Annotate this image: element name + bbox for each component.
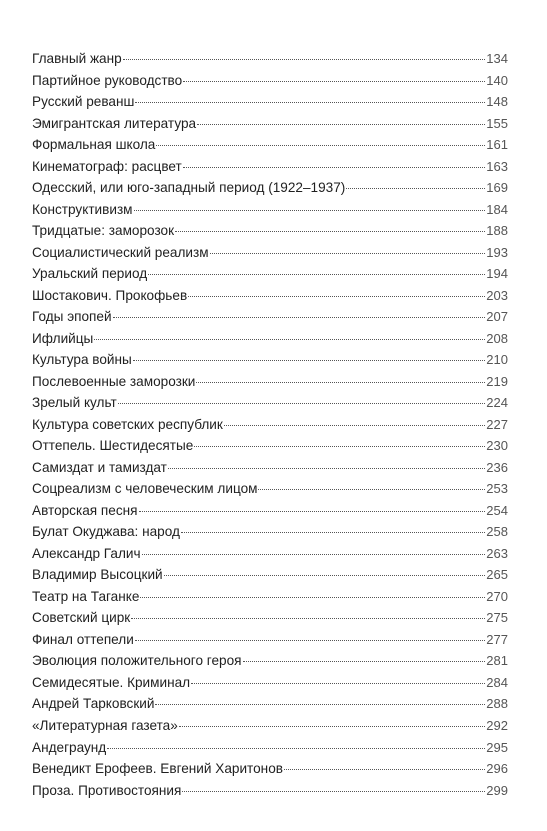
dot-leader [210,253,486,254]
toc-entry-title: Конструктивизм [32,201,133,217]
dot-leader [155,704,485,705]
dot-leader [118,403,486,404]
toc-entry-title: Одесский, или юго-западный период (1922–1937) [32,180,346,196]
dot-leader [142,554,486,555]
toc-entry-title: Венедикт Ерофеев. Евгений Харитонов [32,761,283,777]
toc-entry [32,718,508,740]
toc-entry-page-number: 253 [486,481,508,497]
toc-entry [32,180,508,202]
toc-entry [32,460,508,482]
toc-entry-title: Формальная школа [32,137,156,153]
dot-leader [183,167,486,168]
dot-leader [135,102,485,103]
toc-entry-title: Ифлийцы [32,330,94,346]
dot-leader [243,661,486,662]
toc-entry-page-number: 295 [486,739,508,755]
toc-entry-page-number: 188 [486,223,508,239]
toc-entry-page-number: 270 [486,588,508,604]
toc-entry-page-number: 155 [486,115,508,131]
toc-entry [32,245,508,267]
toc-entry-page-number: 140 [486,72,508,88]
toc-entry-title: Самиздат и тамиздат [32,459,167,475]
dot-leader [148,274,485,275]
dot-leader [196,382,485,383]
toc-entry [32,417,508,439]
dot-leader [179,726,486,727]
toc-entry-page-number: 163 [486,158,508,174]
toc-entry-title: «Литературная газета» [32,717,178,733]
toc-entry [32,740,508,762]
toc-entry-title: Шостакович. Прокофьев [32,287,188,303]
dot-leader [139,511,486,512]
toc-entry-title: Эмигрантская литература [32,115,197,131]
toc-entry-title: Финал оттепели [32,631,134,647]
toc-entry [32,653,508,675]
toc-entry-page-number: 224 [486,395,508,411]
dot-leader [182,791,485,792]
table-of-contents [32,51,508,804]
dot-leader [175,231,485,232]
toc-entry [32,331,508,353]
toc-entry [32,610,508,632]
toc-entry-title: Советский цирк [32,610,131,626]
toc-entry [32,524,508,546]
dot-leader [183,81,485,82]
toc-entry-page-number: 148 [486,94,508,110]
dot-leader [258,489,485,490]
dot-leader [224,425,485,426]
toc-entry [32,266,508,288]
dot-leader [346,188,485,189]
dot-leader [113,317,486,318]
toc-entry-title: Культура войны [32,352,132,368]
toc-entry-title: Социалистический реализм [32,244,209,260]
dot-leader [284,769,485,770]
toc-entry-page-number: 236 [486,459,508,475]
toc-entry [32,696,508,718]
dot-leader [188,296,485,297]
toc-entry-page-number: 194 [486,266,508,282]
toc-entry-title: Эволюция положительного героя [32,653,242,669]
toc-entry-title: Партийное руководство [32,72,183,88]
dot-leader [94,339,485,340]
toc-entry-page-number: 292 [486,717,508,733]
toc-entry-page-number: 277 [486,631,508,647]
dot-leader [197,124,485,125]
toc-entry [32,481,508,503]
toc-entry [32,202,508,224]
dot-leader [156,145,485,146]
dot-leader [181,532,485,533]
toc-entry-title: Андрей Тарковский [32,696,155,712]
dot-leader [131,618,485,619]
dot-leader [123,59,486,60]
toc-entry-page-number: 227 [486,416,508,432]
toc-entry [32,223,508,245]
toc-entry-page-number: 281 [486,653,508,669]
toc-entry-title: Владимир Высоцкий [32,567,163,583]
toc-entry-page-number: 265 [486,567,508,583]
toc-entry-page-number: 299 [486,782,508,798]
toc-entry [32,567,508,589]
toc-entry-title: Семидесятые. Криминал [32,674,191,690]
toc-entry-title: Авторская песня [32,502,138,518]
toc-entry-title: Послевоенные заморозки [32,373,196,389]
toc-entry [32,632,508,654]
toc-entry [32,761,508,783]
toc-entry-title: Проза. Противостояния [32,782,182,798]
toc-entry-title: Русский реванш [32,94,135,110]
toc-entry [32,675,508,697]
toc-entry-title: Годы эпопей [32,309,112,325]
toc-entry [32,51,508,73]
toc-entry-page-number: 230 [486,438,508,454]
toc-entry-page-number: 207 [486,309,508,325]
toc-entry-title: Зрелый культ [32,395,117,411]
toc-entry-page-number: 219 [486,373,508,389]
toc-entry-title: Кинематограф: расцвет [32,158,182,174]
toc-entry-title: Культура советских республик [32,416,223,432]
toc-entry [32,374,508,396]
toc-entry-title: Оттепель. Шестидесятые [32,438,194,454]
toc-entry [32,352,508,374]
toc-entry [32,395,508,417]
toc-entry [32,94,508,116]
toc-entry-title: Александр Галич [32,545,141,561]
toc-entry [32,137,508,159]
toc-entry-page-number: 258 [486,524,508,540]
toc-entry-title: Главный жанр [32,51,122,66]
toc-entry [32,309,508,331]
toc-entry-page-number: 134 [486,51,508,66]
toc-entry [32,589,508,611]
toc-entry-page-number: 275 [486,610,508,626]
toc-entry-page-number: 296 [486,761,508,777]
dot-leader [168,468,485,469]
toc-entry-page-number: 169 [486,180,508,196]
toc-entry [32,503,508,525]
toc-entry-title: Андеграунд [32,739,107,755]
toc-entry-page-number: 208 [486,330,508,346]
toc-entry [32,73,508,95]
toc-entry-page-number: 288 [486,696,508,712]
dot-leader [191,683,485,684]
toc-entry [32,546,508,568]
toc-entry-title: Тридцатые: заморозок [32,223,175,239]
toc-entry-page-number: 210 [486,352,508,368]
toc-entry-page-number: 184 [486,201,508,217]
toc-entry-page-number: 263 [486,545,508,561]
toc-entry-title: Театр на Таганке [32,588,140,604]
dot-leader [133,360,486,361]
toc-entry-title: Булат Окуджава: народ [32,524,180,540]
toc-entry-page-number: 193 [486,244,508,260]
dot-leader [134,210,486,211]
dot-leader [107,748,485,749]
toc-entry [32,783,508,805]
toc-entry [32,159,508,181]
toc-entry-page-number: 284 [486,674,508,690]
toc-entry-title: Соцреализм с человеческим лицом [32,481,258,497]
toc-entry-page-number: 254 [486,502,508,518]
dot-leader [194,446,485,447]
toc-entry-title: Уральский период [32,266,148,282]
toc-entry [32,116,508,138]
toc-entry [32,288,508,310]
toc-entry-page-number: 161 [486,137,508,153]
toc-entry [32,438,508,460]
dot-leader [135,640,485,641]
toc-entry-page-number: 203 [486,287,508,303]
dot-leader [140,597,485,598]
dot-leader [164,575,486,576]
